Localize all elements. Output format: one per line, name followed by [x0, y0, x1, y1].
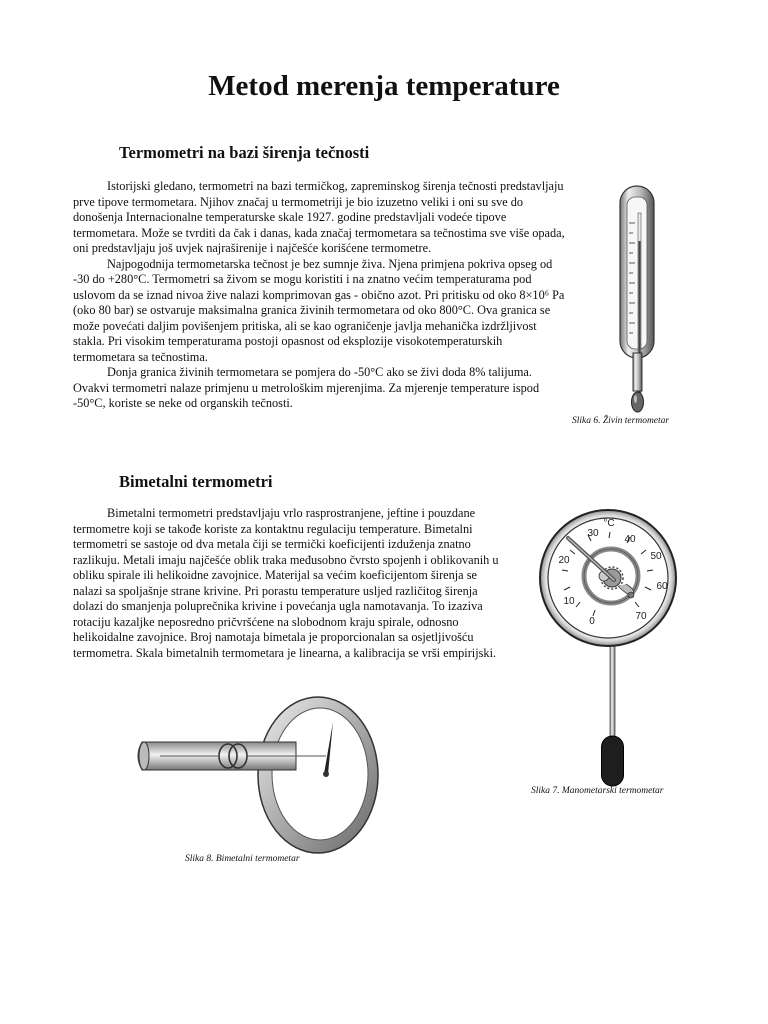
gauge-tick-label: 30 [587, 528, 599, 539]
figure-caption-mercury-thermometer: Slika 6. Živin termometar [572, 416, 670, 426]
section-body-liquid-thermometers [73, 179, 565, 412]
bimetal-thermometer-illustration [136, 690, 384, 856]
section-heading-bimetal-thermometers: Bimetalni termometri [119, 472, 273, 491]
section-heading-liquid-thermometers: Termometri na bazi širenja tečnosti [119, 143, 370, 162]
paragraph: Bimetalni termometri predstavljaju vrlo rasprostranjene, jeftine i pouzdane termometre koji se takođe koriste za kontaktnu regulaciju temperature. Bimetalni termometri se sastoje od dva metala čiji se termički koeficijenti izduženja znatno razlikuju. Metali imaju najčešće oblik traka međusobno čvrsto spojenh i oblikovanih u obliku spirale ili helikoidne zavojnice. Materijal sa većim koeficijentom širenja se nalazi sa spoljašnje strane krivine. Pri porastu temperature usljed različitog širenja dolazi do smanjenja poluprečnika krivine i povećanja ugla namotavanja. To izaziva rotaciju kazaljke neposredno pričvršćene na slobodnom kraju spirale, odnosno helikoidalne zavojnice. Broj namotaja bimetala je proporcionalan sa osjetljivošću termometra. Skala bimetalnih termometara je linearna, a kalibracija se vrši empirijski. [73, 506, 499, 660]
page-title: Metod merenja temperature [208, 70, 560, 102]
gauge-tick-label: 60 [656, 581, 668, 592]
manometric-thermometer-illustration [538, 508, 678, 788]
gauge-tick-label: 10 [563, 596, 575, 607]
figure-caption-manometric-thermometer: Slika 7. Manometarski termometar [531, 786, 664, 796]
paragraph: Najpogodnija termometarska tečnost je bez sumnje živa. Njena primjena pokriva opseg od -30 do +280°C. Termometri sa živom se mogu koristiti i na znatno većim temperaturama pod uslovom da se iznad nivoa žive nalazi komprimovan gas - obično azot. Pri pritisku od oko 8×10⁶ Pa (oko 80 bar) se ostvaruje maksimalna granica živinih termometara od oko 800°C. Ova granica se može povećati daljim povišenjem pritiska, ali se kao ograničenje javlja mehanička izdržljivost stakla. Pri visokim temperaturama postoji opasnost od eksplozije visokotemperaturskih termometara sa tečnostima. [73, 256, 565, 364]
gauge-tick-label: 50 [650, 551, 662, 562]
mercury-thermometer-illustration [600, 183, 660, 415]
gauge-unit-label: °C [603, 518, 615, 529]
section-body-bimetal-thermometers [73, 506, 509, 661]
gauge-tick-label: 40 [624, 534, 636, 545]
figure-caption-bimetal-thermometer: Slika 8. Bimetalni termometar [185, 854, 300, 864]
gauge-tick-label: 0 [589, 616, 595, 627]
paragraph: Istorijski gledano, termometri na bazi termičkog, zapreminskog širenja tečnosti predstavljaju prve tipove termometara. Njihov značaj u termometriji je bio izuzetno veliki i oni su sve do donošenja Internacionalne temperaturske skale 1927. godine predstavljali vodeće tipove termometara. Može se tvrditi da čak i danas, kada značaj termometara sa tečnostima sve više opada, oni predstavljaju još uvjek najraširenije i najčešće korišćene termometre. [73, 179, 565, 255]
gauge-tick-label: 20 [558, 555, 570, 566]
gauge-tick-label: 70 [635, 611, 647, 622]
paragraph: Donja granica živinih termometara se pomjera do -50°C ako se živi doda 8% talijuma. Ovakvi termometri nalaze primjenu u metrološkim mjerenjima. Za mjerenje temperature ispod -50°C, koriste se neke od organskih tečnosti. [73, 365, 540, 410]
